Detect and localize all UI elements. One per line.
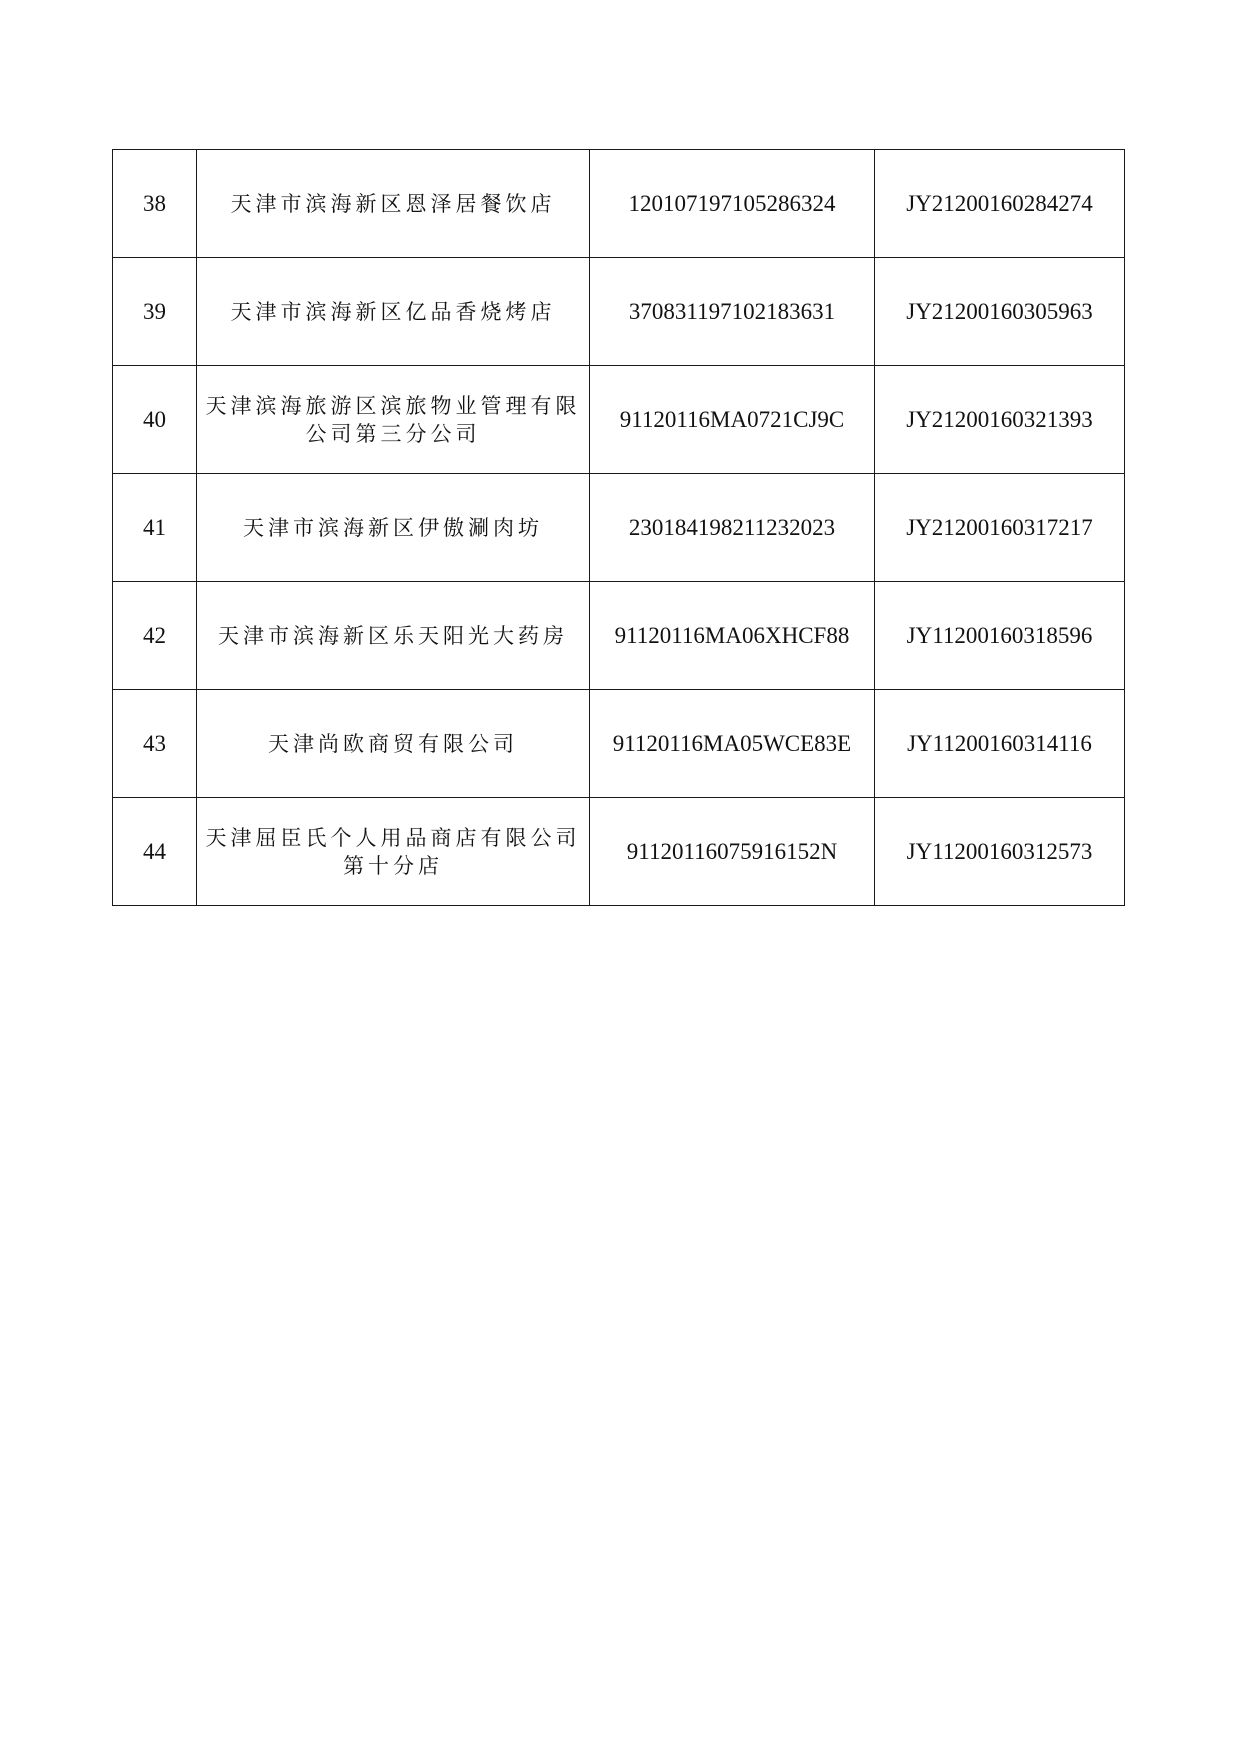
business-name: 天津屈臣氏个人用品商店有限公司第十分店 [205,825,581,878]
license-number: JY21200160321393 [875,366,1125,474]
registration-id: 91120116075916152N [590,798,875,906]
row-number: 42 [113,582,197,690]
table-row [113,150,1125,258]
license-table [112,149,1125,906]
row-number: 38 [113,150,197,258]
business-name: 天津市滨海新区亿品香烧烤店 [230,299,556,324]
license-number: JY21200160284274 [875,150,1125,258]
registration-id: 230184198211232023 [590,474,875,582]
registration-id: 370831197102183631 [590,258,875,366]
row-number: 40 [113,366,197,474]
registration-id: 91120116MA06XHCF88 [590,582,875,690]
table-row [113,798,1125,906]
row-number: 41 [113,474,197,582]
table-row [113,366,1125,474]
row-number: 43 [113,690,197,798]
business-name: 天津市滨海新区恩泽居餐饮店 [230,191,556,216]
table-row [113,474,1125,582]
row-number: 39 [113,258,197,366]
business-name: 天津尚欧商贸有限公司 [268,731,518,756]
license-number: JY11200160318596 [875,582,1125,690]
license-number: JY11200160312573 [875,798,1125,906]
business-name: 天津市滨海新区乐天阳光大药房 [218,623,568,648]
table-row [113,582,1125,690]
license-number: JY21200160317217 [875,474,1125,582]
registration-id: 91120116MA05WCE83E [590,690,875,798]
business-name: 天津滨海旅游区滨旅物业管理有限公司第三分公司 [205,393,581,446]
table-row [113,258,1125,366]
table-row [113,690,1125,798]
registration-id: 91120116MA0721CJ9C [590,366,875,474]
registration-id: 120107197105286324 [590,150,875,258]
business-name: 天津市滨海新区伊傲涮肉坊 [243,515,543,540]
license-number: JY21200160305963 [875,258,1125,366]
license-number: JY11200160314116 [875,690,1125,798]
row-number: 44 [113,798,197,906]
